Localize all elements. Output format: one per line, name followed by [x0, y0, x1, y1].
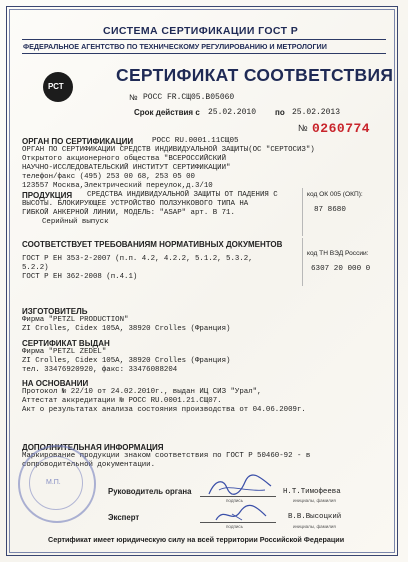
requirements-line: ГОСТ Р ЕН 362-2008 (п.4.1) — [22, 273, 138, 281]
tnved-code: 6307 20 000 0 — [311, 265, 371, 273]
to-label: по — [275, 108, 285, 117]
cert-body-line: 123557 Москва,Электрический переулок,д.3/10 — [22, 182, 213, 190]
requirements-label: СООТВЕТСТВУЕТ ТРЕБОВАНИЯМ НОРМАТИВНЫХ ДОКУМЕНТОВ — [22, 240, 283, 249]
logo-text: РСТ — [48, 82, 64, 91]
registration-no-label: № — [129, 93, 138, 102]
agency-title: ФЕДЕРАЛЬНОЕ АГЕНТСТВО ПО ТЕХНИЧЕСКОМУ РЕГУЛИРОВАНИЮ И МЕТРОЛОГИИ — [23, 42, 327, 51]
requirements-line: 5.2.2) — [22, 264, 49, 272]
expert-sign-caption: подпись — [226, 524, 244, 529]
tnved-label: код ТН ВЭД России: — [307, 250, 369, 257]
validity-label: Срок действия с — [134, 108, 200, 117]
header-rule-bottom — [22, 53, 386, 54]
head-label: Руководитель органа — [108, 487, 192, 496]
tnved-divider — [302, 238, 303, 286]
product-line: ВЫСОТЫ. БЛОКИРУЮЩЕЕ УСТРОЙСТВО ПОЛЗУНКОВОГО ТИПА НА — [22, 200, 249, 208]
expert-label: Эксперт — [108, 513, 140, 522]
cert-body-line: Открытого акционерного общества "ВСЕРОССИЙСКИЙ — [22, 155, 227, 163]
product-label: ПРОДУКЦИЯ — [22, 191, 73, 200]
expert-initials-caption: инициалы, фамилия — [293, 524, 336, 529]
header-rule-top — [22, 39, 386, 40]
cert-body-code: РОСС RU.0001.11СЩ05 — [152, 137, 239, 145]
system-title: СИСТЕМА СЕРТИФИКАЦИИ ГОСТ Р — [103, 25, 299, 37]
footer-legal-note: Сертификат имеет юридическую силу на всей территории Российской Федерации — [48, 535, 345, 544]
expert-signature-icon — [212, 502, 272, 526]
manufacturer-line: ZI Crolles, Cidex 105A, 38920 Crolles (Франция) — [22, 325, 231, 333]
gost-logo-icon — [43, 72, 73, 102]
issued-to-label: СЕРТИФИКАТ ВЫДАН — [22, 339, 110, 348]
issued-to-line: ZI Crolles, Cidex 105A, 38920 Crolles (Франция) — [22, 357, 231, 365]
head-signature-icon — [205, 474, 277, 500]
cert-body-line: НАУЧНО-ИССЛЕДОВАТЕЛЬСКИЙ ИНСТИТУТ СЕРТИФИКАЦИИ" — [22, 164, 231, 172]
basis-label: НА ОСНОВАНИИ — [22, 379, 89, 388]
serial-number: 0260774 — [312, 121, 371, 136]
registration-number: РОСС FR.СЩ05.В05060 — [143, 93, 235, 102]
basis-line: Аттестат аккредитации № РОСС RU.0001.21.СЩ07. — [22, 397, 222, 405]
issued-to-line: тел. 33476920920, факс: 33476088204 — [22, 366, 178, 374]
product-line: СРЕДСТВА ИНДИВИДУАЛЬНОЙ ЗАЩИТЫ ОТ ПАДЕНИЯ С — [87, 191, 278, 199]
okp-divider — [302, 188, 303, 236]
date-to: 25.02.2013 — [292, 108, 341, 117]
basis-line: Акт о результатах анализа состояния производства от 04.06.2009г. — [22, 406, 306, 414]
cert-body-line: телефон/факс (495) 253 00 68, 253 05 00 — [22, 173, 195, 181]
okp-label: код ОК 005 (ОКП): — [307, 191, 363, 198]
product-line: Серийный выпуск — [42, 218, 109, 226]
head-name: Н.Т.Тимофеева — [283, 488, 341, 496]
cert-body-label: ОРГАН ПО СЕРТИФИКАЦИИ — [22, 137, 134, 146]
okp-code: 87 8680 — [314, 206, 346, 214]
basis-line: Протокол № 22/10 от 24.02.2010г., выдан ИЦ СИЗ "Урал", — [22, 388, 262, 396]
expert-name: В.В.Высоцкий — [288, 513, 342, 521]
requirements-line: ГОСТ Р ЕН 353-2-2007 (п.п. 4.2, 4.2.2, 5.1.2, 5.3.2, — [22, 255, 253, 263]
product-line: ГИБКОЙ АНКЕРНОЙ ЛИНИИ, МОДЕЛЬ: "ASAP" арт. В 71. — [22, 209, 235, 217]
manufacturer-label: ИЗГОТОВИТЕЛЬ — [22, 307, 88, 316]
page-title: СЕРТИФИКАТ СООТВЕТСТВИЯ — [116, 65, 394, 85]
serial-no-label: № — [298, 123, 308, 133]
date-from: 25.02.2010 — [208, 108, 257, 117]
additional-info-line: Маркирование продукции знаком соответствия по ГОСТ Р 50460-92 - в — [22, 452, 311, 460]
head-sign-caption: подпись — [226, 498, 244, 503]
cert-body-line: ОРГАН ПО СЕРТИФИКАЦИИ СРЕДСТВ ИНДИВИДУАЛЬНОЙ ЗАЩИТЫ(ОС "СЕРТОСИЗ") — [22, 146, 315, 154]
stamp-mp: М.П. — [46, 479, 61, 486]
head-initials-caption: инициалы, фамилия — [293, 498, 336, 503]
issued-to-line: Фирма "PETZL ZEDEL" — [22, 348, 107, 356]
additional-info-label: ДОПОЛНИТЕЛЬНАЯ ИНФОРМАЦИЯ — [22, 443, 164, 452]
additional-info-line: сопроводительной документации. — [22, 461, 156, 469]
manufacturer-line: Фирма "PETZL PRODUCTION" — [22, 316, 129, 324]
